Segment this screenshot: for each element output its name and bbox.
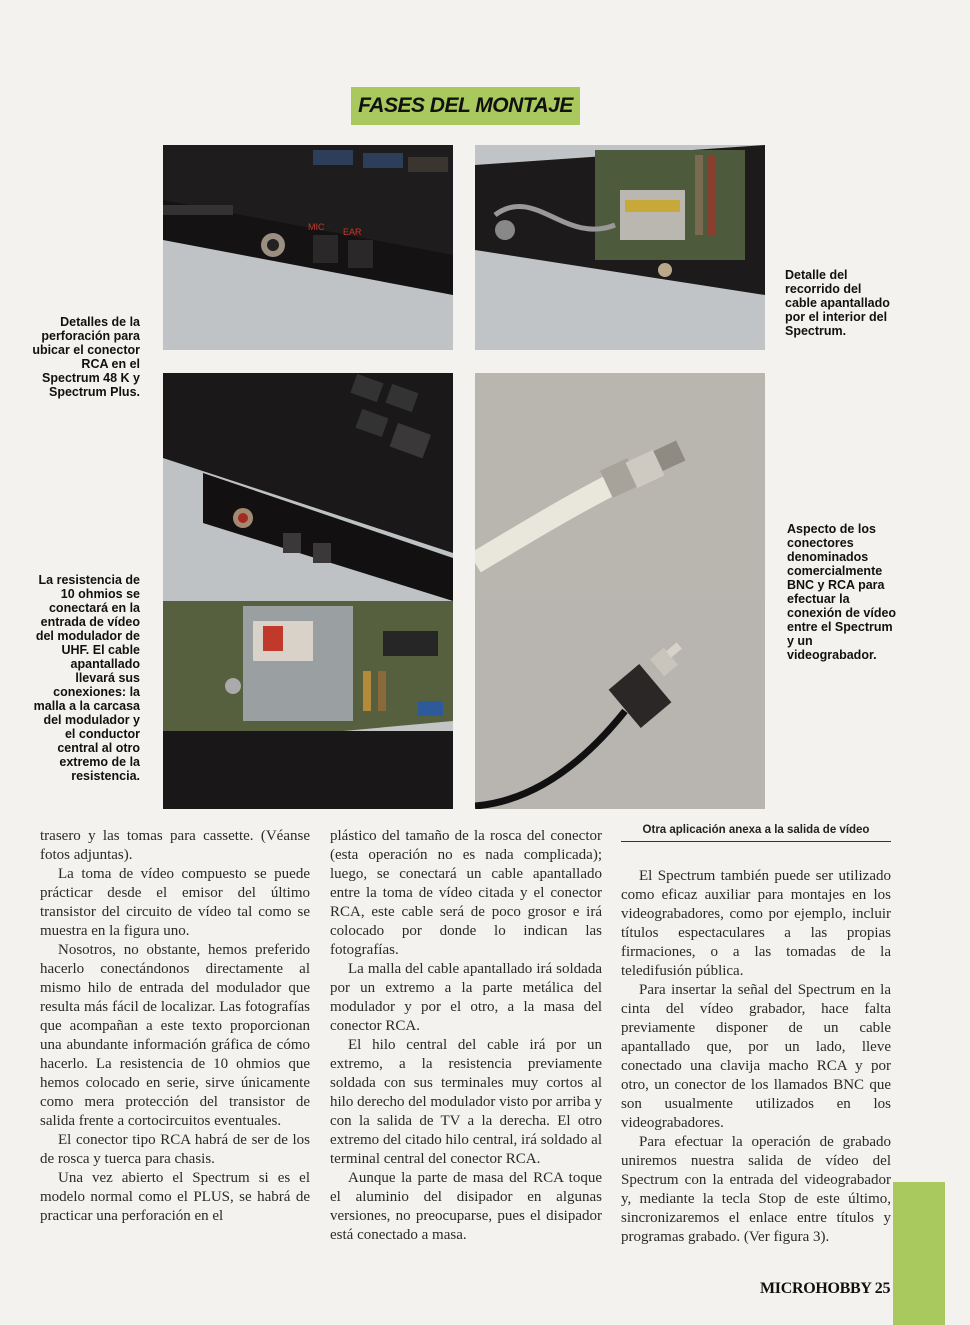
paragraph: trasero y las tomas para cassette. (Véanse fotos adjuntas). [40, 828, 310, 863]
text-column-3 [621, 867, 891, 1247]
caption-bnc-rca: Aspecto de los conectores denominados comercialmente BNC y RCA para efectuar la conexión de vídeo entre el Spectrum y un videograbador. [787, 522, 897, 662]
caption-resistor: La resistencia de 10 ohmios se conectará en la entrada de vídeo del modulador de UHF. El cable apantallado llevará sus conexiones: la malla a la carcasa del modulador y el conductor central al otro extremo de la resistencia. [33, 573, 140, 783]
banner-title: FASES DEL MONTAJE [358, 94, 573, 117]
caption-perforation: Detalles de la perforación para ubicar el conector RCA en el Spectrum 48 K y Spectrum Plus. [32, 315, 140, 399]
magazine-name: MICROHOBBY [760, 1280, 872, 1297]
paragraph: El conector tipo RCA habrá de ser de los de rosca y tuerca para chasis. [40, 1132, 310, 1167]
paragraph: La malla del cable apantallado irá soldada por un extremo a la parte metálica del modulador y por el otro, a la masa del conector RCA. [330, 961, 602, 1034]
paragraph: Nosotros, no obstante, hemos preferido hacerlo conectándonos directamente al mismo hilo de entrada del modulador que resulta más fácil de localizar. Las fotografías que acompañan a este texto proporcionan una abundante información gráfica de cómo hacerlo. La resistencia de 10 ohmios que hemos colocado en serie, sirve únicamente como mera protección del transistor de salida frente a cortocircuitos eventuales. [40, 942, 310, 1129]
paragraph: Aunque la parte de masa del RCA toque el aluminio del disipador en algunas versiones, no preocuparse, pues el disipador está conectado a masa. [330, 1170, 602, 1243]
mic-label: MIC [308, 222, 325, 232]
paragraph: El hilo central del cable irá por un extremo, a la resistencia previamente soldada con sus terminales muy cortos al hilo derecho del modulador visto por arriba y con la salida de TV a la derecha. El otro extremo del citado hilo central, irá soldado al terminal central del conector RCA. [330, 1037, 603, 1167]
text-column-2 [330, 827, 602, 1245]
photo-modulator-resistor [163, 601, 453, 809]
paragraph: La toma de vídeo compuesto se puede prácticar desde el emisor del último transistor del circuito de vídeo tal como se muestra en la figura uno. [40, 866, 310, 939]
paragraph: plástico del tamaño de la rosca del conector (esta operación no es nada complicada); luego, se conectará un cable apantallado entre la toma de vídeo citada y el conector RCA, este cable será de poco grosor e irá colocado por donde lo indican las fotografías. [330, 828, 602, 958]
photo-rca-connector [475, 601, 765, 809]
paragraph: Para efectuar la operación de grabado uniremos nuestra salida de vídeo del Spectrum con la entrada del videograbador y, mediante la tecla Stop de este último, sincronizaremos el enlace entre títulos y programas grabado. (Ver figura 3). [621, 1134, 891, 1245]
caption-cable-route: Detalle del recorrido del cable apantallado por el interior del Spectrum. [785, 268, 890, 338]
paragraph: El Spectrum también puede ser utilizado como eficaz auxiliar para montajes en los videograbadores, como por ejemplo, incluir títulos espectaculares a las propias firmaciones, o a las tomadas de la teledifusión pública. [621, 868, 891, 979]
paragraph: Una vez abierto el Spectrum si es el modelo normal como el PLUS, se habrá de practicar una perforación en el [40, 1170, 310, 1224]
ear-label: EAR [343, 227, 362, 237]
photo-spectrum-rear-jacks [163, 145, 453, 350]
photo-bnc-connector [475, 373, 765, 601]
text-column-1 [40, 827, 310, 1226]
paragraph: Para insertar la señal del Spectrum en la cinta del vídeo grabador, hace falta previamente disponer de un cable apantallado que, por un lado, lleve conectado una clavija macho RCA y por otro, un conector de los llamados BNC que son usualmente utilizados en los videograbadores. [621, 982, 891, 1131]
photo-rca-connector-installed [163, 373, 453, 601]
green-edge-tab [893, 1182, 945, 1325]
sidebar-heading: Otra aplicación anexa a la salida de vídeo [621, 823, 891, 842]
page-number: 25 [874, 1280, 891, 1297]
section-banner [351, 87, 580, 125]
photo-spectrum-interior [475, 145, 765, 350]
page-footer [760, 1280, 890, 1298]
